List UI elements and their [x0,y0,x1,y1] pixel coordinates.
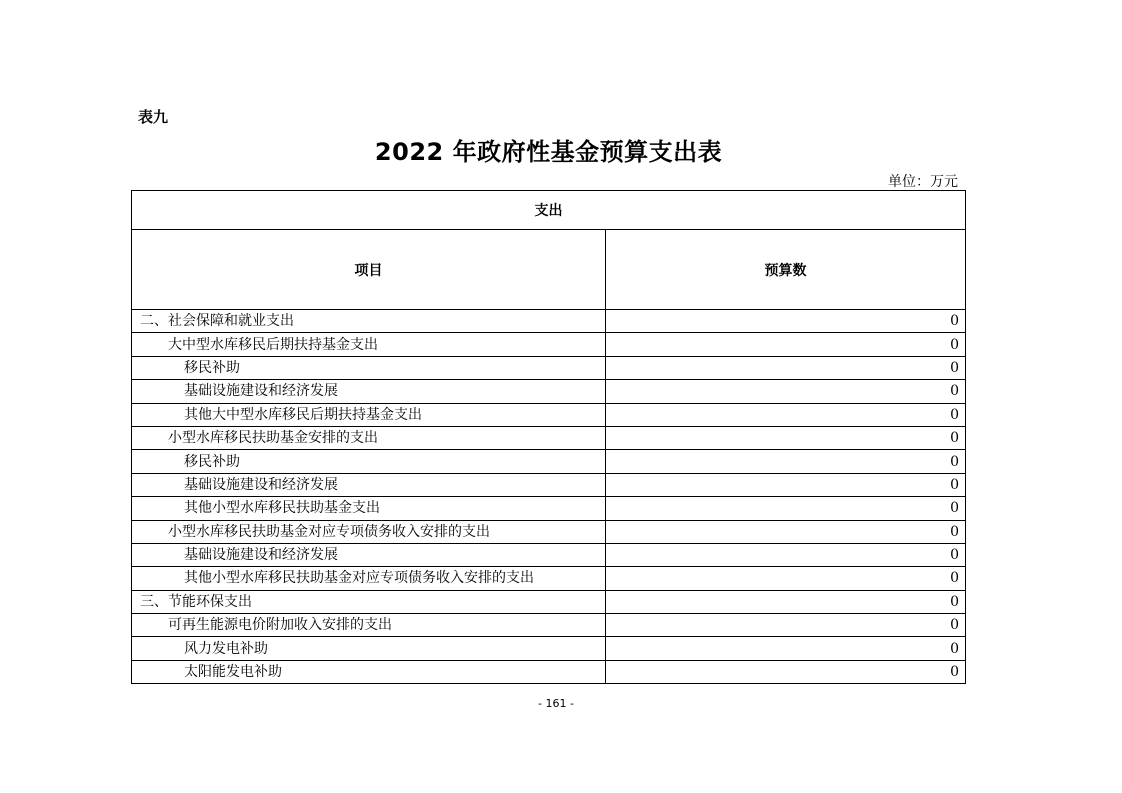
table-column-header-row [132,230,966,310]
page-number: - 161 - [538,697,574,710]
row-item-name: 太阳能发电补助 [132,660,606,683]
column-header-item: 项目 [132,230,606,310]
row-budget-value: 0 [606,333,966,356]
row-item-name: 基础设施建设和经济发展 [132,473,606,496]
row-budget-value: 0 [606,590,966,613]
table-group-header-row [132,191,966,230]
budget-table [131,190,966,684]
row-budget-value: 0 [606,450,966,473]
row-item-name: 三、节能环保支出 [132,590,606,613]
row-budget-value: 0 [606,660,966,683]
column-header-budget: 预算数 [606,230,966,310]
row-item-name: 移民补助 [132,356,606,379]
table-row [132,614,966,637]
table-row [132,450,966,473]
table-label: 表九 [138,108,169,126]
row-budget-value: 0 [606,497,966,520]
table-row [132,543,966,566]
table-row [132,333,966,356]
table-row [132,426,966,449]
table-row [132,637,966,660]
row-item-name: 大中型水库移民后期扶持基金支出 [132,333,606,356]
row-item-name: 移民补助 [132,450,606,473]
row-budget-value: 0 [606,356,966,379]
table-row [132,567,966,590]
row-item-name: 其他小型水库移民扶助基金对应专项债务收入安排的支出 [132,567,606,590]
row-budget-value: 0 [606,543,966,566]
row-budget-value: 0 [606,473,966,496]
table-row [132,660,966,683]
row-budget-value: 0 [606,520,966,543]
row-item-name: 小型水库移民扶助基金对应专项债务收入安排的支出 [132,520,606,543]
row-budget-value: 0 [606,310,966,333]
table-row [132,497,966,520]
group-header: 支出 [132,191,966,230]
row-item-name: 可再生能源电价附加收入安排的支出 [132,614,606,637]
table-row [132,473,966,496]
table-body [132,310,966,684]
table-row [132,403,966,426]
table-row [132,356,966,379]
row-budget-value: 0 [606,614,966,637]
unit-note: 单位：万元 [888,174,958,190]
table-row [132,590,966,613]
row-budget-value: 0 [606,426,966,449]
row-budget-value: 0 [606,380,966,403]
row-budget-value: 0 [606,567,966,590]
row-budget-value: 0 [606,403,966,426]
table-row [132,520,966,543]
row-item-name: 风力发电补助 [132,637,606,660]
row-budget-value: 0 [606,637,966,660]
row-item-name: 基础设施建设和经济发展 [132,380,606,403]
row-item-name: 其他大中型水库移民后期扶持基金支出 [132,403,606,426]
table-row [132,310,966,333]
row-item-name: 其他小型水库移民扶助基金支出 [132,497,606,520]
row-item-name: 二、社会保障和就业支出 [132,310,606,333]
table-row [132,380,966,403]
page-title: 2022 年政府性基金预算支出表 [374,138,723,166]
row-item-name: 小型水库移民扶助基金安排的支出 [132,426,606,449]
row-item-name: 基础设施建设和经济发展 [132,543,606,566]
